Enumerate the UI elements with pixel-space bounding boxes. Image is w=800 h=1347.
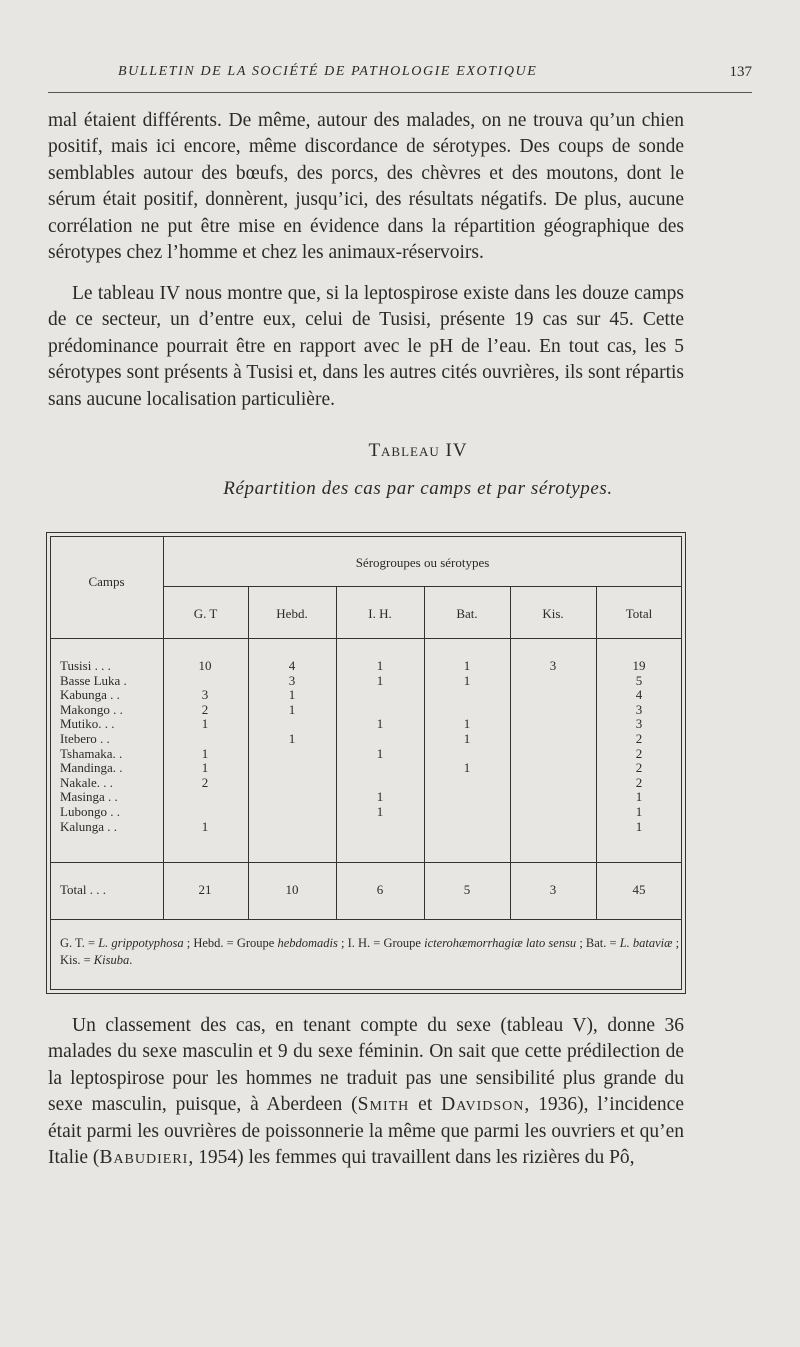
rule-col5: [596, 586, 597, 920]
table-total-row-gt: 21: [198, 882, 212, 897]
table-row-camp: Masinga . .: [60, 789, 118, 805]
table-row-bat: 1: [463, 672, 471, 688]
rule-col3: [424, 586, 425, 920]
table-row-total: 19: [632, 658, 646, 673]
col-header-bat: Bat.: [456, 606, 478, 621]
rule-group: [163, 586, 682, 587]
table-row-camp: Nakale. . .: [60, 774, 114, 790]
group-header: Sérogroupes ou sérotypes: [355, 555, 490, 570]
rule-body-bottom: [50, 862, 682, 863]
running-header: [48, 62, 752, 93]
table-total-row-total: 45: [632, 882, 646, 897]
table-row-total: 5: [635, 672, 643, 688]
table-row-total: 1: [635, 789, 643, 805]
table-row-gt: 1: [201, 760, 209, 776]
paragraph-2: Le tableau IV nous montre que, si la leptospirose existe dans les douze camps de ce secteur, un d’entre eux, celui de Tusisi, présente 19 cas sur 45. Cette prédominance pourrait être en rapport avec le pH de l’eau. En tout cas, les 5 sérotypes sont présents à Tusisi et, dans les autres cités ouvrières, ils sont répartis sans aucune localisation particulière.: [48, 283, 684, 410]
rule-total-bottom: [50, 919, 682, 920]
rule-col1: [248, 586, 249, 920]
table-row-camp: Tusisi . . .: [60, 658, 111, 673]
camps-header: Camps: [88, 574, 125, 589]
table-row-hebd: 4: [288, 658, 296, 673]
col-header-gt: G. T: [193, 606, 218, 621]
table-row-total: 3: [635, 701, 643, 717]
table-title: Tableau IV: [368, 440, 468, 461]
table-row-total: 2: [635, 745, 643, 761]
table-row-total: 1: [635, 818, 643, 834]
table-row-bat: 1: [463, 716, 471, 732]
rule-col2: [336, 586, 337, 920]
table-row-ih: 1: [376, 745, 384, 761]
table-row-ih: 1: [376, 804, 384, 819]
table-subtitle: Répartition des cas par camps et par sérotypes.: [223, 478, 613, 499]
table-total-row-kis: 3: [549, 882, 557, 897]
col-header-ih: I. H.: [368, 606, 392, 621]
table-row-camp: Basse Luka .: [60, 672, 127, 688]
table-row-total: 2: [635, 731, 643, 746]
paragraph-3: Un classement des cas, en tenant compte du sexe (tableau V), donne 36 malades du sexe masculin et 9 du sexe féminin. On sait que cette prédilection de la leptospirose pour les hommes ne traduit pas une sensibilité plus grande du sexe masculin, puisque, à Aberdeen (Smith et Davidson, 1936), l’incidence était parmi les ouvrières de poissonnerie la même que parmi les ouvriers et qu’en Italie (Babudieri, 1954) les femmes qui travaillent dans les rizières du Pô,: [48, 1015, 684, 1169]
table-footnote: G. T. = L. grippotyphosa ; Hebd. = Groupe hebdomadis ; I. H. = Groupe icterohæmorrhagiæ lato sensu ; Bat. = L. bataviæ ; Kis. = Kisuba.: [60, 936, 680, 967]
table-row-camp: Mandinga. .: [60, 760, 123, 776]
table-row-total: 1: [635, 804, 643, 819]
table-row-ih: 1: [376, 672, 384, 688]
table-total-row-bat: 5: [463, 882, 471, 897]
table-row-hebd: 1: [288, 687, 296, 703]
table-row-bat: 1: [463, 760, 471, 776]
table-total-row-hebd: 10: [285, 882, 299, 897]
table-row-bat: 1: [463, 658, 471, 673]
table-row-gt: 2: [201, 774, 209, 790]
table-row-ih: 1: [376, 789, 384, 805]
table-row-hebd: 1: [288, 701, 296, 717]
table-row-total: 4: [635, 687, 643, 703]
rule-header-bottom: [50, 638, 682, 639]
table-inner-frame: [50, 536, 682, 990]
table-row-camp: Tshamaka. .: [60, 745, 123, 761]
col-header-kis: Kis.: [542, 606, 564, 621]
paragraph-1: mal étaient différents. De même, autour des malades, on ne trouva qu’un chien positif, mais ici encore, même discordance de sérotypes. Des coups de sonde semblables autour des bœufs, des porcs, des chèvres et des moutons, dont le sérum était positif, donnèrent, jusqu’ici, des résultats négatifs. De plus, aucune corrélation ne put être mise en évidence dans la répartition géographique des sérotypes chez l’homme et chez les animaux-réservoirs.: [48, 110, 684, 264]
table-row-camp: Makongo . .: [60, 701, 123, 717]
table-row-hebd: 1: [288, 731, 296, 746]
table-total-row-ih: 6: [376, 882, 384, 897]
table-row-gt: 1: [201, 818, 209, 834]
table-row-gt: 3: [201, 687, 209, 703]
page-number: 137: [729, 64, 752, 80]
table-row-bat: 1: [463, 731, 471, 746]
table-row-kis: 3: [549, 658, 557, 673]
table-row-total: 2: [635, 760, 643, 776]
table-row-gt: 10: [198, 658, 212, 673]
table-row-ih: 1: [376, 658, 384, 673]
table-frame: [46, 532, 686, 994]
rule-col4: [510, 586, 511, 920]
table-row-gt: 2: [201, 701, 209, 717]
col-header-total: Total: [625, 606, 653, 621]
table-row-camp: Itebero . .: [60, 731, 110, 746]
table-row-camp: Kalunga . .: [60, 818, 118, 834]
col-header-hebd: Hebd.: [276, 606, 308, 621]
journal-title: BULLETIN DE LA SOCIÉTÉ DE PATHOLOGIE EXOTIQUE: [118, 64, 538, 79]
table-row-hebd: 3: [288, 672, 296, 688]
table-row-gt: 1: [201, 745, 209, 761]
table-total-row-camp: Total . . .: [60, 882, 107, 897]
table-row-camp: Lubongo . .: [60, 804, 120, 819]
table-row-ih: 1: [376, 716, 384, 732]
table-row-camp: Kabunga . .: [60, 687, 120, 703]
table-row-gt: 1: [201, 716, 209, 732]
table-row-total: 2: [635, 774, 643, 790]
table-row-total: 3: [635, 716, 643, 732]
table-row-camp: Mutiko. . .: [60, 716, 115, 732]
